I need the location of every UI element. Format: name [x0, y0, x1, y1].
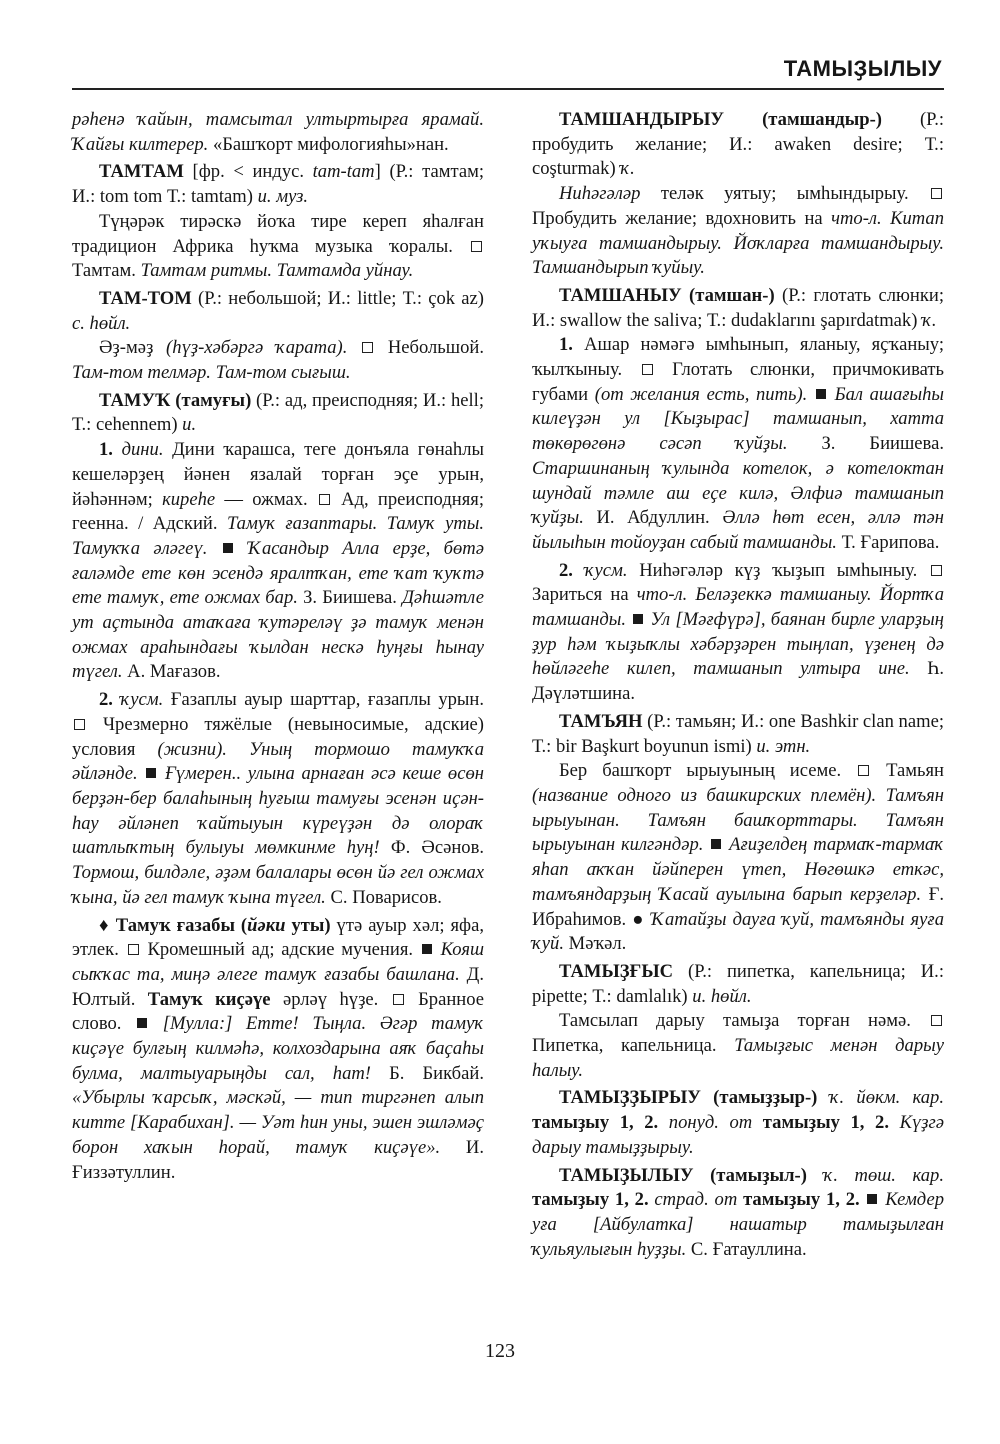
headword-text: ТАМЫҘҘЫРЫУ (тамыҙҙыр-)	[559, 1087, 818, 1109]
italic-text: и. һөйл.	[692, 985, 752, 1007]
body-text: Чрезмерно тяжёлые (невыносимые, адские) условия	[72, 713, 484, 760]
body-text: Ниһәгәләр күҙ ҡыҙып ымһыныу.	[627, 559, 930, 581]
italic-text: дини.	[121, 439, 164, 461]
italic-text: что-л. Беләҙеккә тамшаныу. Йортҡа тамшанды.	[532, 584, 944, 631]
body-text: Түңәрәк тирәскә йоҡа тире кереп яһалған традицион Африка һуҡма музыка ҡоралы.	[72, 210, 484, 257]
filled-square-marker	[137, 1018, 147, 1028]
entry-paragraph	[532, 333, 944, 555]
body-text	[889, 1112, 900, 1133]
italic-text: «Убырлы ҡарсыҡ, мәскәй, — тип тиргәнеп алып китте [Карабихан]. — Уәт һин уны, эшен эшләмәҫ борон хаҡын һорай, тамуҡ киҫәүе».	[72, 1087, 484, 1158]
filled-square-marker	[146, 768, 156, 778]
italic-text: (от желания есть, пить).	[594, 383, 808, 405]
italic-text: (жизни). Уның тормошо тамуҡҡа әйләнде.	[72, 738, 484, 785]
hollow-square-marker	[393, 994, 404, 1005]
body-text: Әҙ-мәҙ	[99, 337, 167, 359]
hollow-square-marker	[931, 188, 942, 199]
body-text: Б. Бикбай.	[371, 1062, 484, 1084]
italic-text: Ниһәгәләр	[559, 183, 641, 205]
entry-paragraph	[72, 688, 484, 910]
entry-paragraph	[532, 108, 944, 182]
hollow-square-marker	[471, 241, 482, 252]
italic-text: Ғүмерен.. улына арнаған әсә кеше өсөн берҙән-бер балаһының һуғыш тамуғы эсенән иҫән-һау әйләнеп ҡайтыуын күреүҙән дә олораҡ шатлыҡтың булыуы мөмкинме һуң!	[72, 763, 484, 859]
italic-text: что-л. Китап уҡыуға тамшандырыу. Йоҡларға тамшандырыу. Тамшандырып ҡуйыу.	[532, 207, 944, 279]
italic-text: с. һөйл.	[72, 312, 131, 334]
body-text: әрләү һүҙе.	[270, 988, 391, 1010]
body-text: Ғ. Ибраһимов. ●	[532, 883, 945, 930]
entry-paragraph	[72, 914, 484, 1186]
entry-paragraph	[532, 559, 944, 707]
body-text	[347, 337, 360, 358]
headword-text: Тамуҡ ғазабы (	[115, 914, 248, 936]
body-text: Пробудить желание; вдохновить на	[532, 207, 832, 229]
headword-text: ТАМШАНЫУ (тамшан-)	[559, 284, 775, 306]
headword-text: тамыҙыу 1, 2.	[743, 1189, 860, 1211]
headword-text: 1.	[99, 439, 122, 461]
entry-paragraph	[72, 287, 484, 336]
body-text	[807, 384, 814, 405]
italic-text: [Мулла:] Етте! Тыңла. Әгәр тамуҡ киҫәүе булғың килмәһә, колхоздарына аяҡ баҫаһы булма, малтыуарыңды сал, һат!	[72, 1013, 484, 1084]
hollow-square-marker	[362, 342, 373, 353]
italic-text: Ағиҙелдең тармаҡ-тармаҡ яһап аҡҡан йәйперен үтеп, Нөгөшкә еткәс, тамъяндарҙың Ҡасай ауылына барып керҙеләр.	[532, 834, 944, 905]
body-text: Кромешный ад; адские мучения.	[140, 939, 420, 961]
body-text: Мәҡәл.	[564, 933, 627, 955]
body-text: З. Биишева.	[297, 587, 403, 609]
headword-text: ТАМУҠ (тамуғы)	[99, 389, 252, 411]
body-text: (Р.: пробудить желание; И.: awaken desire; Т.: coşturmak)	[532, 109, 945, 180]
body-text: Ашар нәмәгә ымһынып, яланыу, яҫҡаныу; ҡылҡыныу.	[532, 334, 944, 381]
body-text	[235, 538, 248, 559]
filled-square-marker	[711, 839, 721, 849]
headword-text: ТАМЫҘЫЛЫУ (тамыҙыл-)	[559, 1164, 807, 1186]
body-text	[207, 538, 220, 559]
italic-text: Кемдер уға [Айбулатка] нашатыр тамыҙылған ҡульяулығын һуҙҙы.	[532, 1189, 944, 1260]
italic-text: Кояш сыҡҡас та, миңә әлеге тамуҡ ғазабы башлана.	[72, 939, 484, 985]
hollow-square-marker	[319, 494, 330, 505]
body-text: (Р.: небольшой; И.: little; Т.: çok az)	[191, 287, 484, 309]
body-text: Дини ҡарашса, теге донъяла гөнаһлы кешеләрҙең йәнен язалай торған эҫе урын, йәһәннәм;	[72, 439, 484, 510]
headword-text: тамыҙыу 1, 2.	[532, 1189, 649, 1211]
headword-text: ТАМТАМ	[99, 161, 184, 183]
entry-paragraph	[72, 389, 484, 438]
entry-paragraph	[532, 759, 944, 957]
entry-paragraph	[532, 710, 944, 759]
headword-text: Тамуҡ киҫәүе	[147, 988, 271, 1010]
body-text	[658, 1112, 669, 1133]
italic-text: Ҡасандыр Алла ерҙе, бөтә ғаләмде ете көн эсендә яралтҡан, ете ҡат ҡуҡтә ете тамуҡ, ете ожмах бар.	[72, 537, 484, 609]
body-text: Тамсылап дарыу тамыҙа торған нәмә.	[559, 1010, 929, 1032]
filled-square-marker	[422, 944, 432, 954]
entry-paragraph	[532, 1164, 944, 1263]
hollow-square-marker	[931, 1015, 942, 1026]
headword-text: 2.	[559, 559, 585, 581]
body-text	[138, 763, 145, 784]
italic-text: Старшинаның ҡулында котелок, ә котелоктан шундай тәмле аш еҫе килә, Әлфиә тамшанып ҡуйҙы.	[532, 457, 944, 529]
headword-text: ТАМЫҘҒЫС	[559, 960, 674, 982]
italic-text: tam-tam	[312, 161, 375, 183]
body-text: үтә ауыр хәл; яфа, этлек.	[72, 914, 484, 961]
hollow-square-marker	[642, 364, 653, 375]
body-text: Бранное слово.	[72, 988, 484, 1035]
italic-text: понуд. от	[668, 1112, 753, 1134]
body-text	[817, 1087, 829, 1108]
headword-text: тамыҙыу 1, 2.	[762, 1112, 889, 1134]
italic-text: и. этн.	[756, 735, 811, 757]
body-text: С. Поварисов.	[325, 886, 442, 908]
italic-text: ҡусм.	[120, 689, 164, 711]
headword-text: ТАМ-ТОМ	[99, 287, 192, 309]
italic-text: и.	[182, 414, 197, 436]
italic-text: ҡусм.	[584, 559, 628, 581]
entry-paragraph	[72, 160, 484, 209]
bold-italic-text: йәки	[247, 914, 286, 936]
filled-square-marker	[816, 389, 826, 399]
body-text: (Р.: ад, преисподняя; И.: hell; Т.: cehennem)	[72, 389, 484, 436]
body-text: С. Ғатауллина.	[686, 1238, 807, 1260]
entry-paragraph	[532, 182, 944, 281]
italic-text: Тамтам ритмы. Тамтамда уйнау.	[140, 260, 414, 282]
entry-paragraph	[72, 336, 484, 385]
body-text: З. Биишева.	[787, 433, 944, 455]
italic-text: (һүҙ-хәбәргә ҡарата).	[166, 337, 348, 359]
body-text: Бер башҡорт ырыуының исеме.	[559, 760, 857, 782]
italic-text: ҡ. төш. кар.	[823, 1164, 945, 1186]
italic-text: рәһенә ҡайын, тамсытал ултыртырға ярамай. Ҡайғы килтерер.	[72, 109, 484, 155]
body-text: «Башҡорт мифологияһы»нан.	[208, 133, 449, 155]
italic-text: страд. от	[654, 1189, 738, 1211]
headword-text: ТАМЪЯН	[559, 710, 643, 732]
running-header	[72, 52, 944, 90]
italic-text: Әллә һөт есен, әллә тән йылыһын тойоуҙан сабый тамшанды.	[532, 507, 944, 553]
body-text: Ф. Әсәнов.	[379, 837, 484, 859]
italic-text: Дәһшәтле ут аҫтында атаҡаға ҡутәреләү ҙә тамуҡ менән ожмах араһындағы ҡылдан нескә һуңғы һынау түгел.	[72, 587, 484, 683]
italic-text: ҡ.	[922, 309, 937, 331]
body-text: Пипетка, капельница.	[532, 1035, 735, 1057]
italic-text: Тормош, билдәле, әҙәм балалары өсөн йә гел ожмах ҡына, йә гел тамуҡ ҡына түгел.	[72, 862, 484, 908]
body-text	[752, 1112, 763, 1133]
body-text: И. Ғиззәтуллин.	[72, 1136, 484, 1183]
right-column	[532, 108, 944, 1262]
entry-paragraph	[532, 1086, 944, 1160]
italic-text: Там-том телмәр. Там-том сығыш.	[72, 362, 351, 384]
body-text: Глотать слюнки, причмокивать губами	[532, 359, 944, 405]
italic-text: Тамыҙғыс менән дарыу һалыу.	[532, 1035, 944, 1081]
italic-text: (название одного из башкирских племён). Тамъян ырыуынан. Тамъян башҡорттары. Тамъян ырыуынан килгәндәр.	[532, 784, 944, 856]
body-text: Ад, преисподняя; геенна. / Адский.	[72, 488, 484, 535]
headword-text: ТАМШАНДЫРЫУ (тамшандыр-)	[559, 109, 882, 130]
body-text	[149, 1013, 163, 1034]
body-text: Т. Ғарипова.	[836, 531, 940, 553]
body-text: ♦	[99, 914, 116, 936]
entry-paragraph	[72, 210, 484, 284]
body-text	[626, 609, 631, 630]
body-text: [фр. < индус.	[183, 161, 313, 183]
headword-text: 1.	[559, 334, 573, 356]
entry-paragraph	[532, 960, 944, 1009]
header-title: ТАМЫҘЫЛЫУ	[783, 56, 942, 81]
headword-text: 2.	[99, 689, 121, 711]
body-text: — ожмах.	[215, 488, 317, 510]
body-text: (Р.: глотать слюнки; И.: swallow the saliva; Т.: dudaklarını şapırdatmak)	[532, 284, 945, 331]
hollow-square-marker	[74, 719, 85, 730]
body-text: (Р.: тамьян; И.: one Bashkir clan name; Т.: bir Başkurt boyunun ismi)	[532, 710, 944, 757]
filled-square-marker	[867, 1194, 877, 1204]
page-number: 123	[485, 1340, 515, 1362]
italic-text: Тамуҡ ғазаптары. Тамуҡ уты. Тамуҡҡа әләгеү.	[72, 513, 484, 559]
filled-square-marker	[633, 614, 643, 624]
body-text: (Р.: пипетка, капельница; И.: pipette; Т.: damlalık)	[532, 960, 944, 1007]
headword-text: уты)	[285, 914, 331, 936]
body-text: А. Мағазов.	[122, 661, 221, 683]
hollow-square-marker	[128, 944, 139, 955]
left-column	[72, 108, 484, 1185]
body-text: Зариться на	[532, 584, 637, 606]
body-text	[828, 384, 835, 405]
body-text: Һ. Дәүләтшина.	[532, 658, 944, 705]
body-text: Тамтам.	[72, 260, 141, 282]
italic-text: Ул [Мәғфүрә], баянан бирле уларҙың ҙур һәм ҡыҙыҡлы хәбәрҙәрен тыңлап, үҙенең дә һөйләгеһе килеп, тамшанып ултыра ине.	[532, 609, 944, 680]
body-text: И. Абдуллин.	[583, 507, 723, 529]
italic-text: ҡ. йөкм. кар.	[829, 1087, 944, 1109]
italic-text: ҡ.	[620, 158, 635, 180]
entry-paragraph	[532, 1009, 944, 1083]
entry-paragraph	[532, 284, 944, 333]
headword-text: тамыҙыу 1, 2.	[532, 1112, 659, 1134]
body-text: Ғазаплы ауыр шарттар, ғазаплы урын.	[163, 689, 485, 711]
body-text	[434, 939, 441, 960]
body-text	[860, 1189, 866, 1210]
italic-text: Ҡатайҙы дауға ҡуй, тамъянды яуға ҡуй.	[532, 908, 944, 955]
body-text: ] (Р.: тамтам; И.: tom tom Т.: tamtam)	[72, 161, 484, 208]
body-text: Д. Юлтый.	[72, 963, 484, 1010]
italic-text: Күҙгә дарыу тамыҙҙырыу.	[532, 1112, 944, 1158]
body-text	[807, 1165, 824, 1186]
body-text: Тамьян	[871, 760, 944, 782]
entry-paragraph	[72, 438, 484, 685]
body-text: Небольшой.	[375, 337, 484, 359]
italic-text: Бал ашағыһы килеүҙән ул [Кыҙырас] тамшанып, хатта төкөрөгөнә сәсәп ҡуйҙы.	[532, 383, 944, 455]
hollow-square-marker	[858, 765, 869, 776]
filled-square-marker	[223, 543, 233, 553]
body-text: теләк уятыу; ымһындырыу.	[640, 183, 929, 205]
entry-paragraph	[72, 108, 484, 157]
hollow-square-marker	[931, 565, 942, 576]
italic-text: киреһе	[162, 488, 216, 510]
body-text	[703, 834, 709, 855]
italic-text: и. муз.	[257, 186, 308, 208]
